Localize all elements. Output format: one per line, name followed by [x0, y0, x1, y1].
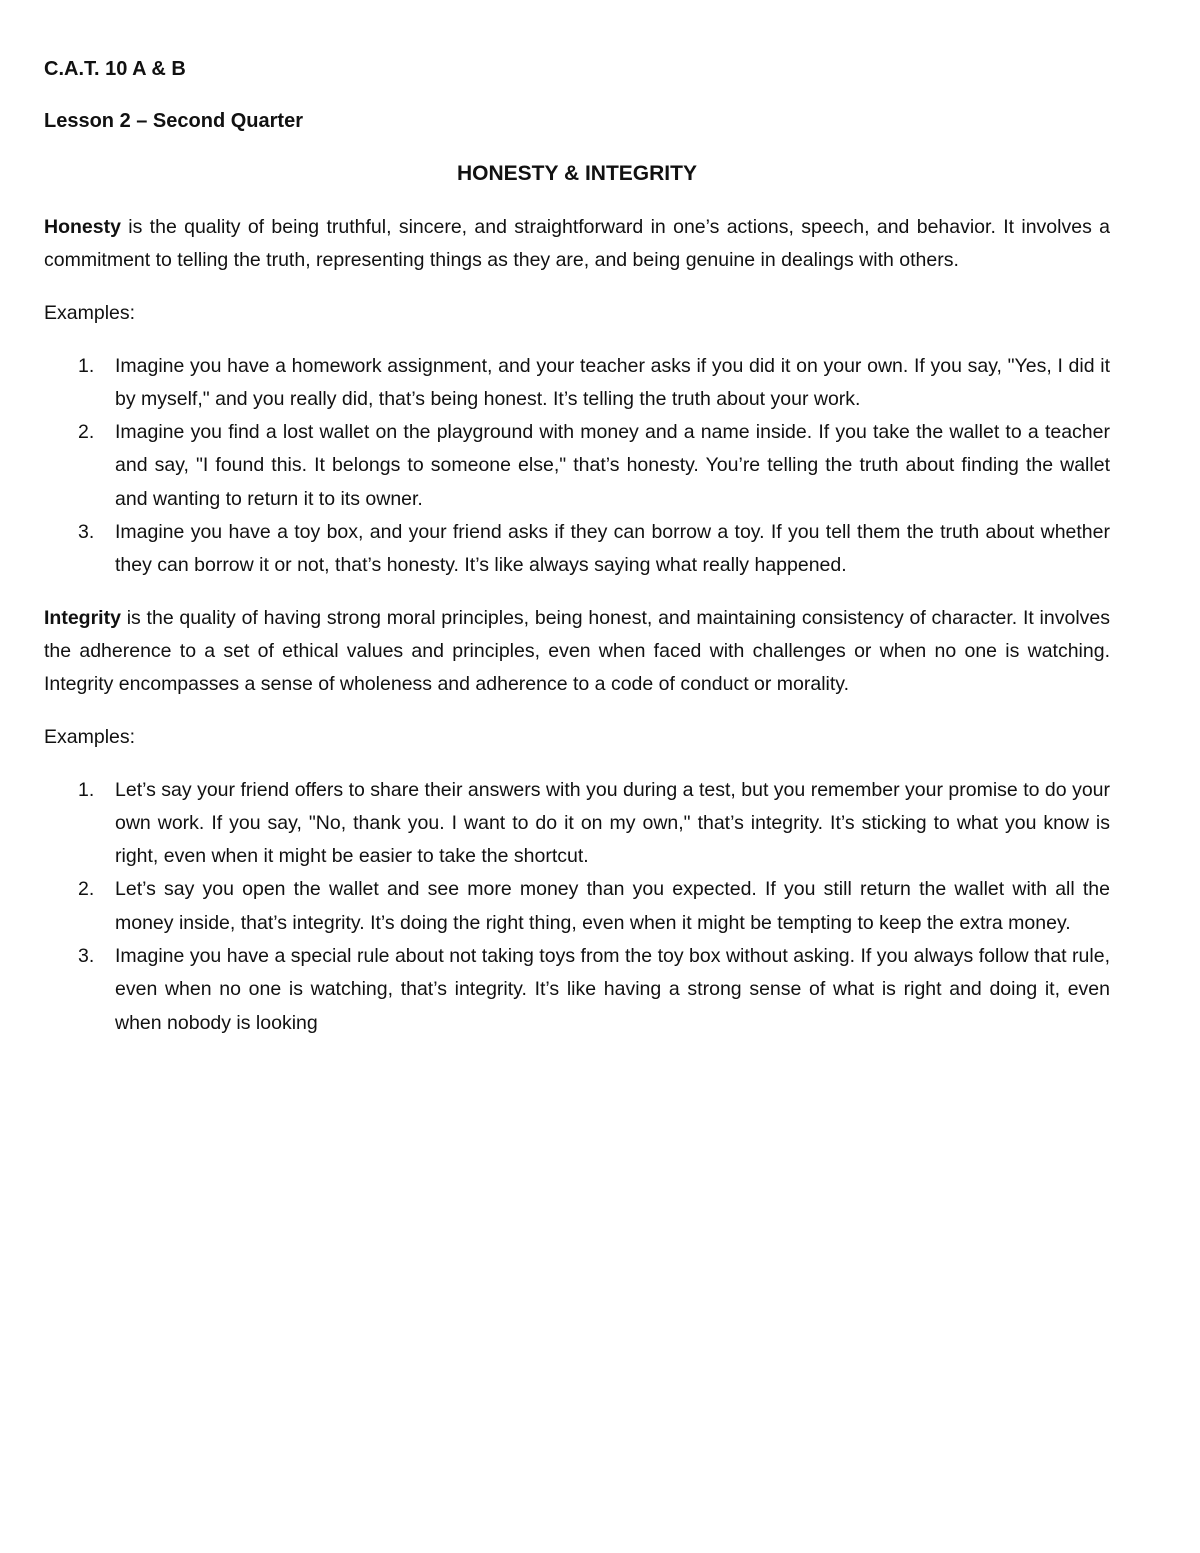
list-item-text: Imagine you find a lost wallet on the playground with money and a name inside. If you take the wallet to a teacher and say, "I found this. It belongs to someone else," that’s honesty. You’re telling the truth about finding the wallet and wanting to return it to its owner.	[115, 421, 1110, 510]
integrity-term: Integrity	[44, 606, 121, 629]
list-item	[44, 940, 1110, 1040]
list-item-text: Let’s say your friend offers to share their answers with you during a test, but you remember your promise to do your own work. If you say, "No, thank you. I want to do it on my own," that’s integrity. It’s sticking to what you know is right, even when it might be easier to take the shortcut.	[115, 778, 1110, 868]
list-item	[44, 774, 1110, 874]
list-item-number: 2.	[78, 878, 95, 901]
list-item-number: 1.	[78, 778, 95, 801]
honesty-definition-text: is the quality of being truthful, sincere, and straightforward in one’s actions, speech, and behavior. It involves a commitment to telling the truth, representing things as they are, and being genuine in dealings with others.	[44, 216, 1110, 272]
list-item	[44, 416, 1110, 516]
honesty-examples-list	[44, 350, 1110, 583]
honesty-examples-label: Examples:	[44, 301, 136, 324]
integrity-definition-text: is the quality of having strong moral principles, being honest, and maintaining consistency of character. It involves the adherence to a set of ethical values and principles, even when faced with challenges or when no one is watching. Integrity encompasses a sense of wholeness and adherence to a code of conduct or morality.	[44, 606, 1110, 696]
list-item-number: 3.	[78, 945, 95, 968]
list-item-number: 2.	[78, 421, 95, 444]
integrity-examples-list	[44, 774, 1110, 1040]
list-item-text: Imagine you have a homework assignment, and your teacher asks if you did it on your own. If you say, "Yes, I did it by myself," and you really did, that’s being honest. It’s telling the truth about your work.	[115, 354, 1110, 410]
list-item-text: Let’s say you open the wallet and see more money than you expected. If you still return the wallet with all the money inside, that’s integrity. It’s doing the right thing, even when it might be tempting to keep the extra money.	[115, 878, 1110, 934]
list-item	[44, 873, 1110, 940]
list-item-text: Imagine you have a special rule about not taking toys from the toy box without asking. If you always follow that rule, even when no one is watching, that’s integrity. It’s like having a strong sense of what is right and doing it, even when nobody is looking	[115, 945, 1110, 1034]
list-item-text: Imagine you have a toy box, and your friend asks if they can borrow a toy. If you tell them the truth about whether they can borrow it or not, that’s honesty. It’s like always saying what really happened.	[115, 521, 1110, 577]
honesty-term: Honesty	[44, 216, 121, 238]
page-title: HONESTY & INTEGRITY	[457, 162, 697, 185]
honesty-definition	[44, 211, 1110, 278]
lesson-heading: Lesson 2 – Second Quarter	[44, 110, 303, 132]
list-item	[44, 350, 1110, 417]
list-item-number: 1.	[78, 354, 95, 377]
list-item-number: 3.	[78, 521, 95, 544]
integrity-examples-label: Examples:	[44, 725, 136, 748]
document-page	[44, 56, 1110, 1059]
integrity-definition	[44, 602, 1110, 702]
course-heading: C.A.T. 10 A & B	[44, 58, 186, 80]
list-item	[44, 516, 1110, 583]
